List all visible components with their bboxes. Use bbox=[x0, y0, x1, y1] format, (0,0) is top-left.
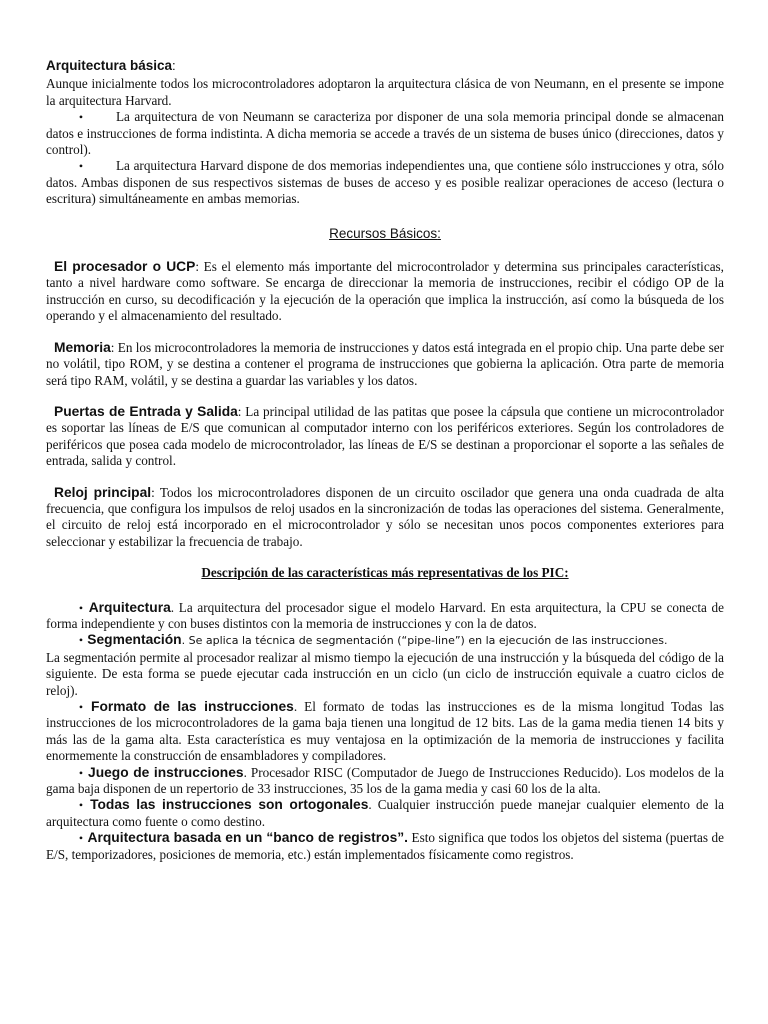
bullet-icon: • bbox=[78, 600, 84, 615]
pic-arquitectura: • Arquitectura. La arquitectura del procesador sigue el modelo Harvard. En esta arquitectura, la CPU se conecta de forma independiente y con buses distintos con la memoria de instrucciones y con la de datos. bbox=[46, 599, 725, 631]
pic-segmentacion-body: La segmentación permite al procesador realizar al mismo tiempo la ejecución de una instrucción y la búsqueda del código de la siguiente. De esta forma se puede ejecutar cada instrucción en un ciclo (un ciclo de instrucción equivale a cuatro ciclos de reloj). bbox=[46, 649, 724, 698]
pic-heading: Descripción de las características más representativas de los PIC: bbox=[201, 565, 569, 581]
bullet-icon: • bbox=[78, 110, 84, 125]
bullet-icon: • bbox=[78, 633, 84, 648]
bullet-icon: • bbox=[78, 831, 84, 846]
recurso-memoria: Memoria: En los microcontroladores la memoria de instrucciones y datos está integrada en el propio chip. Una parte debe ser no volátil, tipo ROM, y se destina a contener el programa de instrucciones que gobierna la aplicación. Otra parte de memoria será tipo RAM, volátil, y se destina a guardar las variables y los datos. bbox=[46, 339, 724, 388]
bullet-icon: • bbox=[78, 159, 84, 174]
arquitectura-basica-intro: Aunque inicialmente todos los microcontroladores adoptaron la arquitectura clásica de von Neumann, en el presente se impone la arquitectura Harvard. bbox=[46, 76, 724, 108]
pic-formato: • Formato de las instrucciones. El formato de todas las instrucciones es de la misma longitud Todas las instrucciones de los microcontroladores de la gama baja tienen una longitud de 12 bits. Las de la gama media tienen 14 bits y más las de la gama alta. Esta característica es muy ventajosa en la optimización de la memoria de instrucciones y facilita enormemente la construcción de ensambladores y compiladores. bbox=[46, 699, 724, 764]
pic-segmentacion: • Segmentación. Se aplica la técnica de segmentación (“pipe-line”) en la ejecución de las instrucciones. bbox=[46, 632, 724, 649]
bullet-icon: • bbox=[78, 798, 84, 813]
pic-banco: • Arquitectura basada en un “banco de registros”. Esto significa que todos los objetos del sistema (puertas de E/S, temporizadores, posiciones de memoria, etc.) están implementados físicamente como registros. bbox=[46, 830, 724, 862]
bullet-icon: • bbox=[78, 700, 84, 714]
list-item: • La arquitectura Harvard dispone de dos memorias independientes una, que contiene sólo instrucciones y otra, sólo datos. Ambas disponen de sus respectivos sistemas de buses de acceso y es posible realizar operaciones de acceso (lectura o escritura) simultáneamente en ambas memorias. bbox=[46, 158, 724, 207]
arquitectura-basica-heading: Arquitectura básica: bbox=[46, 58, 176, 73]
recurso-procesador: El procesador o UCP: Es el elemento más importante del microcontrolador y determina sus principales características, tanto a nivel hardware como software. Se encarga de direccionar la memoria de instrucciones, recibir el código OP de la instrucción en curso, su decodificación y la ejecución de la operación que implica la instrucción, así como la búsqueda de los operando y el almacenamiento del resultado. bbox=[46, 259, 724, 324]
recurso-reloj: Reloj principal: Todos los microcontroladores disponen de un circuito oscilador que genera una onda cuadrada de alta frecuencia, que configura los impulsos de reloj usados en la sincronización de todas las operaciones del sistema. Generalmente, el circuito de reloj está incorporado en el microcontrolador y sólo se necesitan unos pocos componentes exteriores para seleccionar y estabilizar la frecuencia de trabajo. bbox=[46, 484, 725, 549]
pic-juego: • Juego de instrucciones. Procesador RISC (Computador de Juego de Instrucciones Reducido). Los modelos de la gama baja disponen de un repertorio de 33 instrucciones, 35 los de la gama media y casi 60 los de la alta. bbox=[46, 764, 725, 797]
document-page bbox=[46, 58, 724, 863]
pic-ortogonales: • Todas las instrucciones son ortogonales. Cualquier instrucción puede manejar cualquier elemento de la arquitectura como fuente o como destino. bbox=[46, 797, 725, 829]
recurso-puertas: Puertas de Entrada y Salida: La principal utilidad de las patitas que posee la cápsula que contiene un microcontrolador es soportar las líneas de E/S que comunican al computador interno con los periféricos exteriores. Según los controladores de periféricos que posea cada modelo de microcontrolador, las líneas de E/S se destinan a proporcionar el soporte a las señales de entrada, salida y control. bbox=[46, 403, 724, 469]
list-item: • La arquitectura de von Neumann se caracteriza por disponer de una sola memoria principal donde se almacenan datos e instrucciones de forma indistinta. A dicha memoria se accede a través de un sistema de buses único (direcciones, datos y control). bbox=[46, 109, 724, 158]
bullet-icon: • bbox=[78, 765, 84, 780]
recursos-heading: Recursos Básicos: bbox=[329, 225, 441, 241]
